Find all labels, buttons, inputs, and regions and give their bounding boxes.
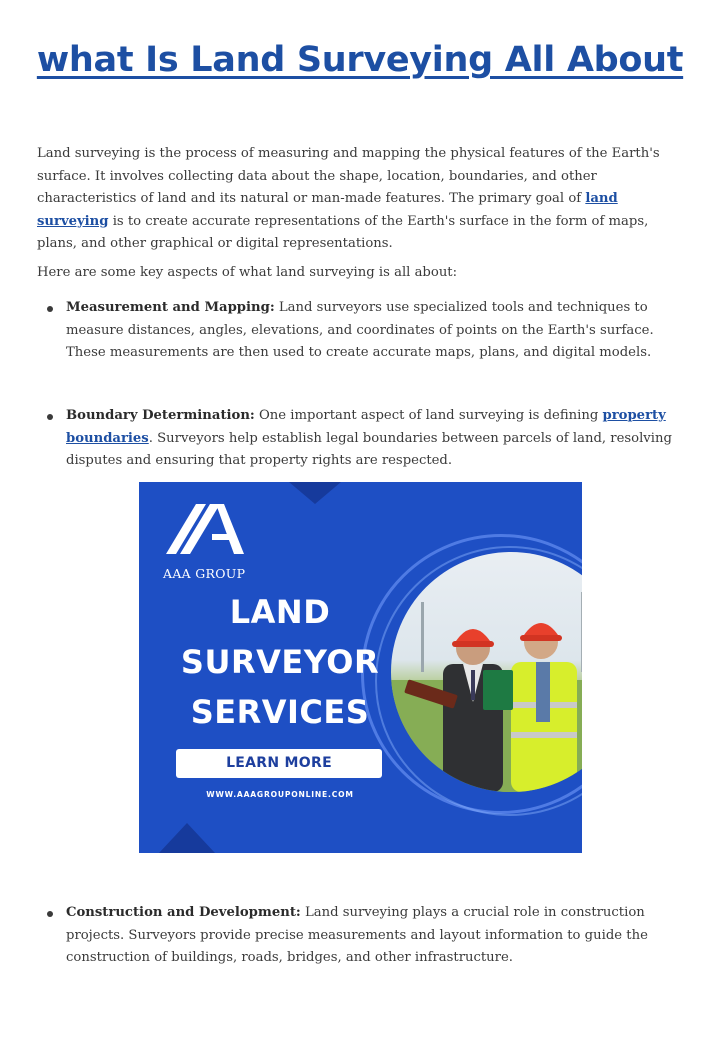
page-title: what Is Land Surveying All About: [36, 40, 684, 80]
ad-banner[interactable]: [139, 482, 582, 853]
bullet-text: Land surveying plays a crucial role in construction projects. Surveyors provide precise measurements and layout information to guide the construction of buildings, roads, bridges, and other infrastructure.: [66, 905, 648, 965]
banner-notch-top: [289, 482, 341, 504]
list-item-boundary: Boundary Determination: One important aspect of land surveying is defining property boundaries. Surveyors help establish legal boundaries between parcels of land, resolving disputes and ensuring that property rights are respected.: [66, 405, 676, 473]
bullet-icon: [47, 306, 53, 312]
bullet-icon: [47, 911, 53, 917]
property-boundaries-link[interactable]: property boundaries: [66, 408, 666, 446]
banner-headline-line: SURVEYOR: [180, 643, 380, 681]
list-item-construction: [66, 902, 676, 970]
banner-url: WWW.AAAGROUPONLINE.COM: [206, 790, 354, 799]
banner-headline-line: LAND: [229, 593, 331, 631]
bullet-text: Land surveyors use specialized tools and techniques to measure distances, angles, elevations, and coordinates of points on the Earth's surface. These measurements are then used to create accurate maps, plans, and digital models.: [66, 300, 654, 360]
land-surveying-link[interactable]: land surveying: [37, 191, 618, 229]
bullet-heading: Boundary Determination:: [66, 408, 255, 423]
bullet-heading: Measurement and Mapping:: [66, 300, 275, 315]
aaa-group-logo: [166, 500, 246, 560]
bullet-heading: Construction and Development:: [66, 905, 301, 920]
intro-paragraph: Land surveying is the process of measuring and mapping the physical features of the Earth's surface. It involves collecting data about the shape, location, boundaries, and other characteristics of land and its natural or man-made features. The primary goal of land surveying is to create accurate representations of the Earth's surface in the form of maps, plans, and other graphical or digital representations.: [37, 146, 660, 251]
learn-more-button[interactable]: LEARN MORE: [176, 749, 382, 778]
brand-name: AAA GROUP: [163, 566, 246, 581]
banner-headline-line: SERVICES: [190, 693, 370, 731]
lead-paragraph: Here are some key aspects of what land surveying is all about:: [37, 265, 458, 280]
list-item-measurement: [66, 297, 676, 365]
bullet-icon: [47, 414, 53, 420]
banner-notch-bottom: [159, 823, 215, 853]
